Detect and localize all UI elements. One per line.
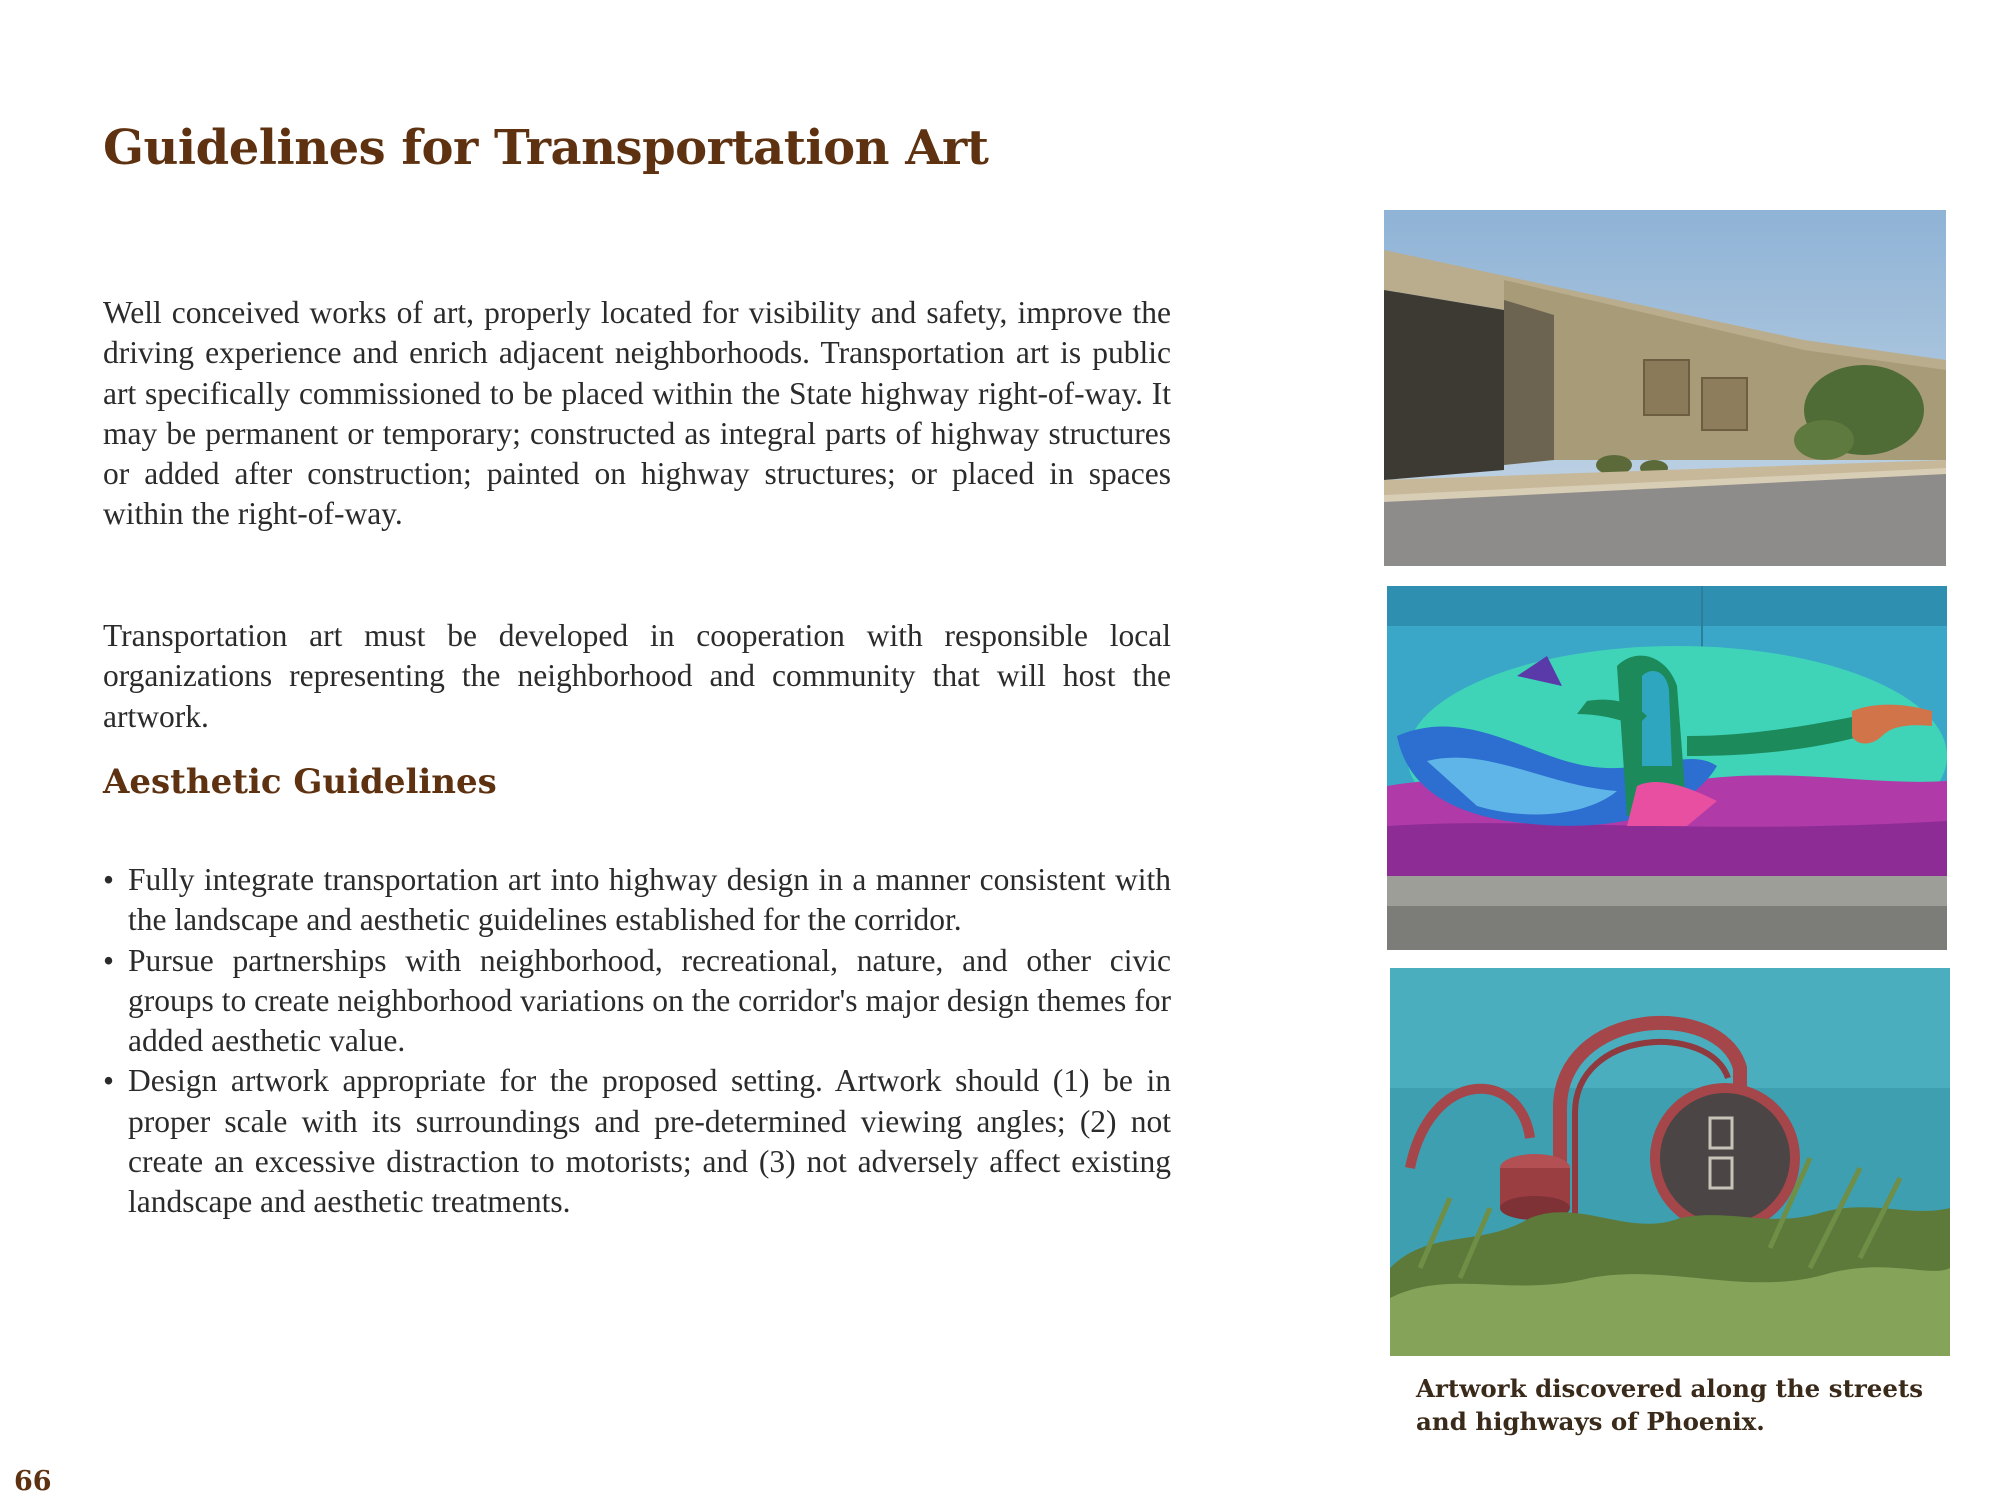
list-item: [103, 1061, 1171, 1222]
list-item: [103, 860, 1171, 941]
intro-paragraph-2: Transportation art must be developed in cooperation with responsible local organizations representing the neighborhood and community that will host the artwork.: [103, 618, 1171, 734]
bullet-icon: •: [103, 942, 115, 978]
list-item-text: Pursue partnerships with neighborhood, recreational, nature, and other civic groups to create neighborhood variations on the corridor's major design themes for added aesthetic value.: [128, 942, 1171, 1059]
section-heading-aesthetic-guidelines: Aesthetic Guidelines: [103, 762, 497, 802]
list-item: [103, 941, 1171, 1062]
sculpture-photo: [1390, 968, 1950, 1356]
list-item-text: Design artwork appropriate for the proposed setting. Artwork should (1) be in proper scale with its surroundings and pre-determined viewing angles; (2) not create an excessive distraction to motorists; and (3) not adversely affect existing landscape and aesthetic treatments.: [128, 1063, 1171, 1220]
bullet-icon: •: [103, 862, 115, 897]
bullet-icon: •: [103, 1063, 115, 1099]
mural-photo: [1387, 586, 1947, 950]
page-number: 66: [14, 1466, 52, 1497]
intro-paragraph-1: Well conceived works of art, properly located for visibility and safety, improve the driving experience and enrich adjacent neighborhoods. Transportation art is public art specifically commissioned to be placed within the State highway right-of-way. It may be permanent or temporary; constructed as integral parts of highway structures or added after construction; painted on highway structures; or placed in spaces within the right-of-way.: [103, 295, 1171, 532]
list-item-text: Fully integrate transportation art into highway design in a manner consistent with the landscape and aesthetic guidelines established for the corridor.: [128, 862, 1171, 938]
photo-caption: Artwork discovered along the streets and highways of Phoenix.: [1416, 1374, 1924, 1436]
page-title: Guidelines for Transportation Art: [103, 120, 989, 176]
aesthetic-guidelines-list: [103, 860, 1171, 1223]
overpass-relief-art-photo: [1384, 210, 1946, 566]
